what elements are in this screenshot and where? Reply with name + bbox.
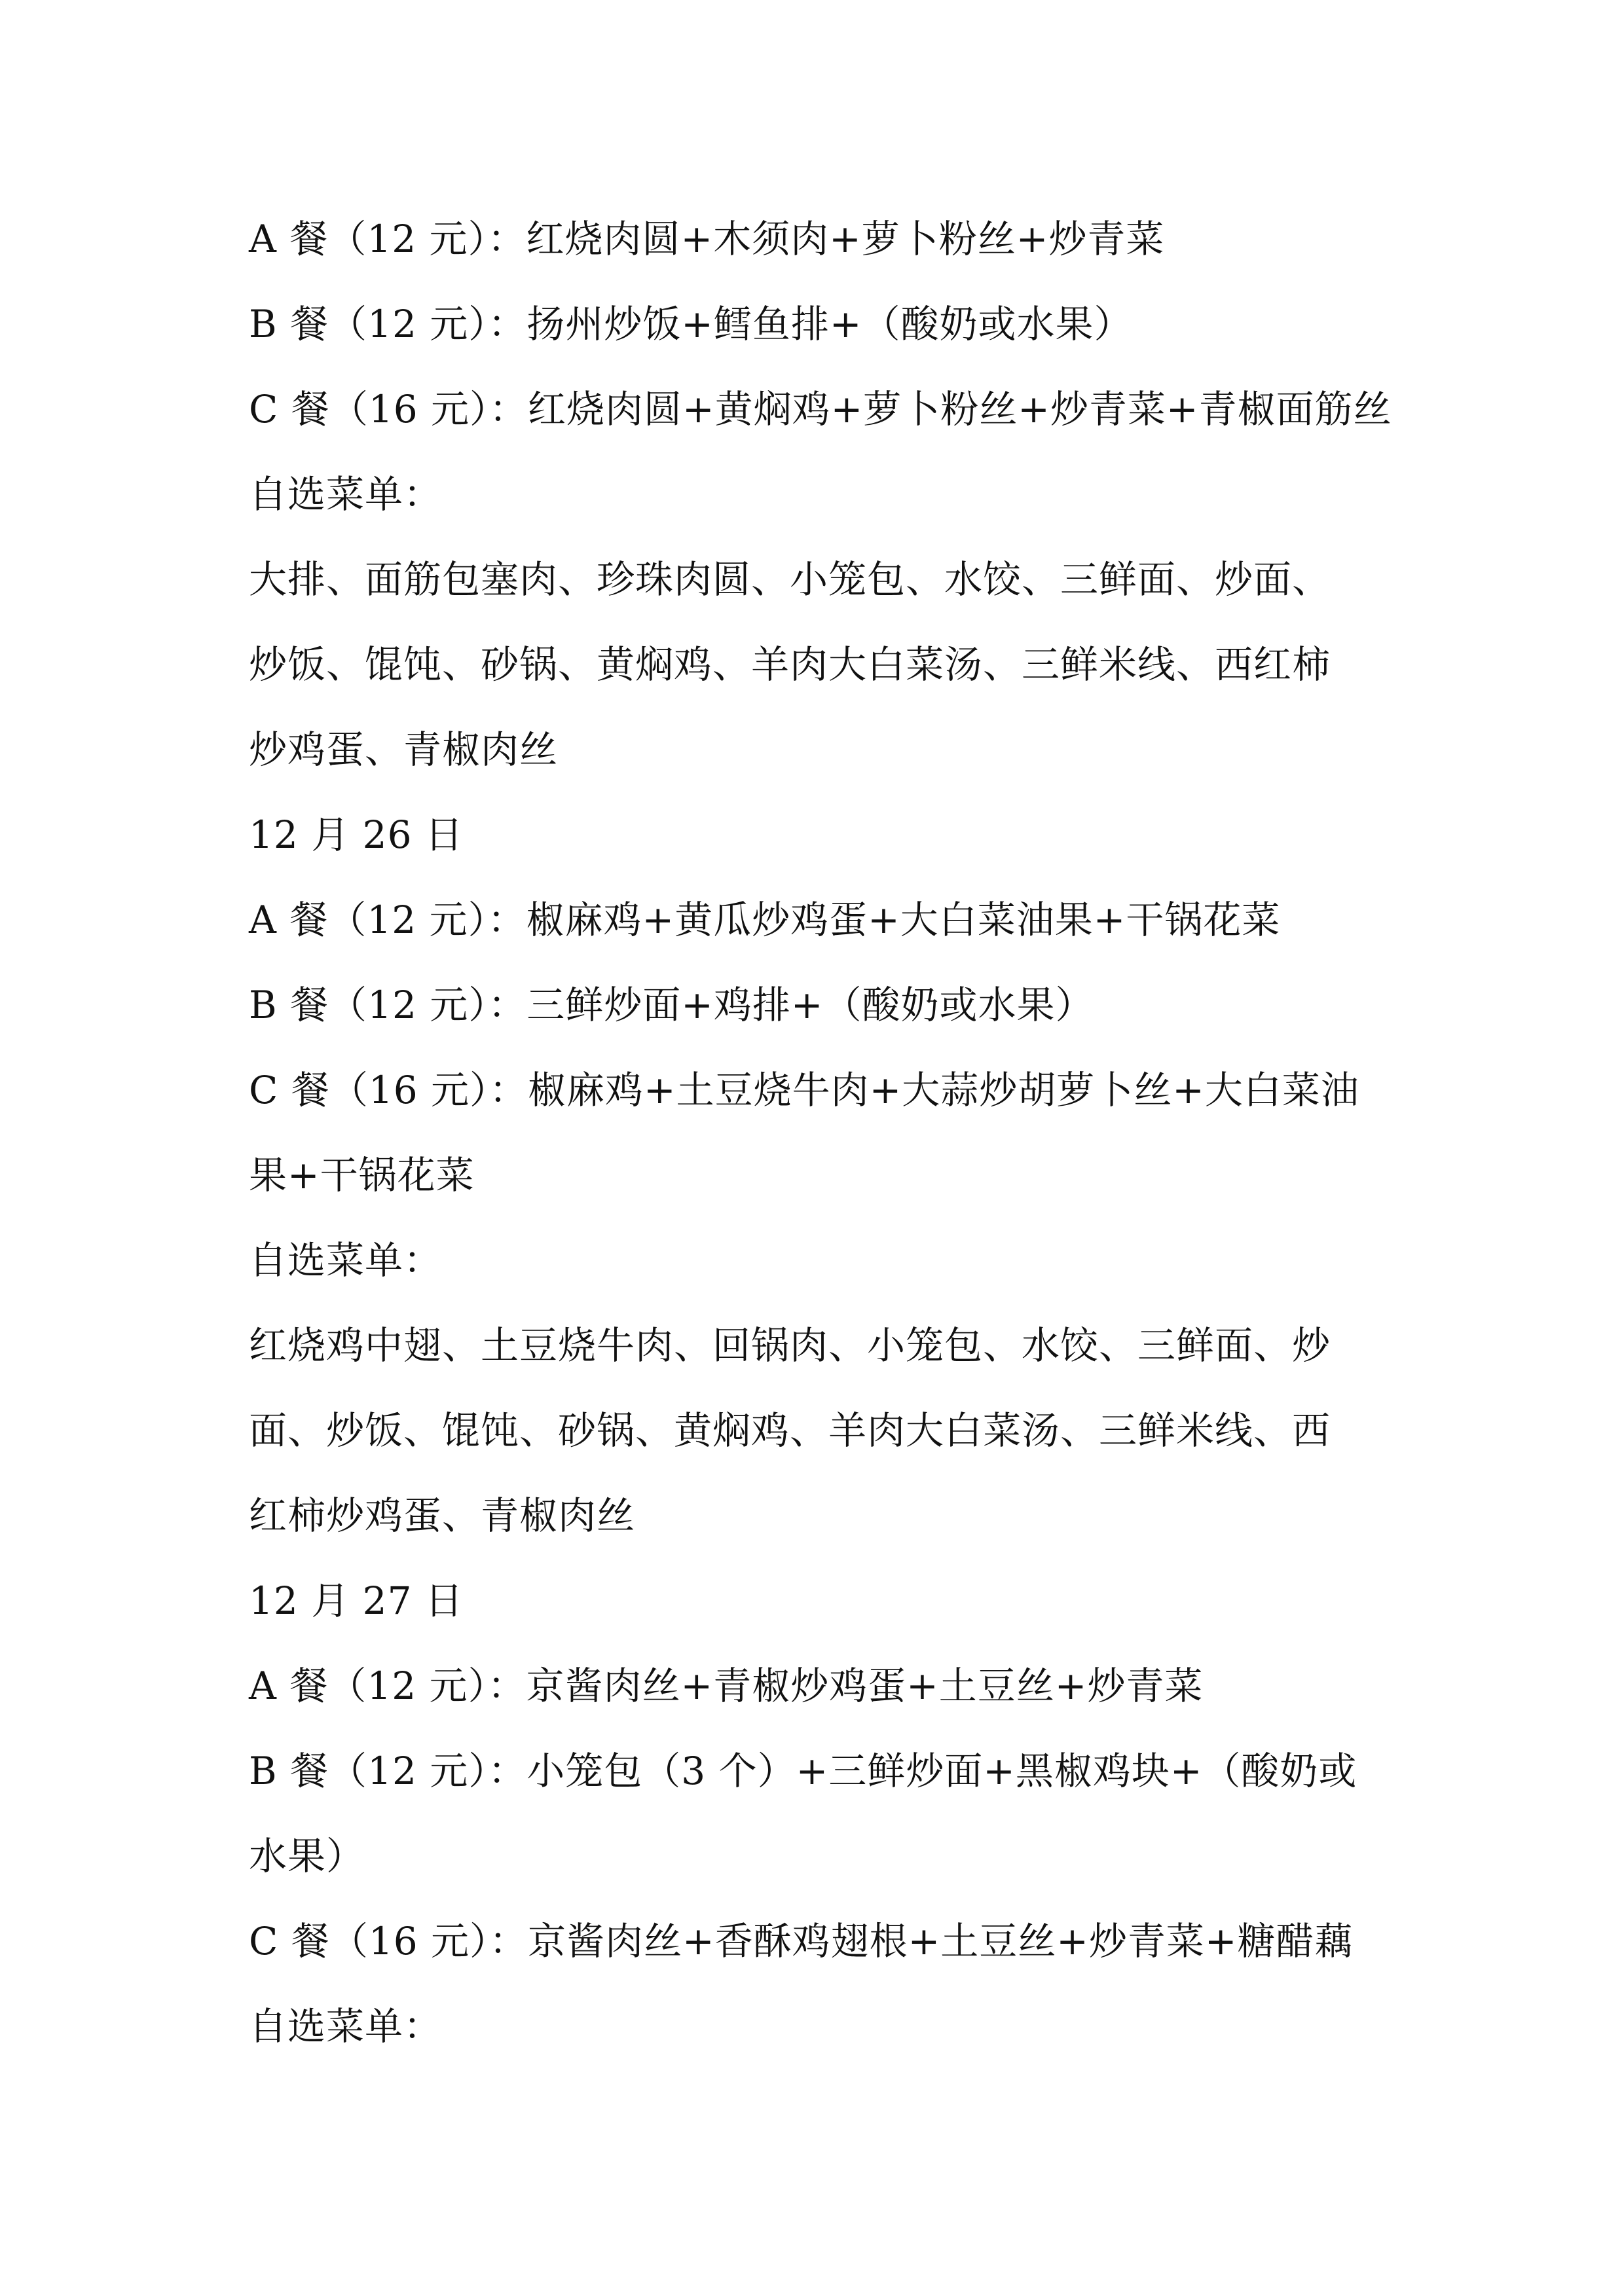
optional-menu-heading: 自选菜单： bbox=[249, 472, 443, 517]
date-heading: 12 月 27 日 bbox=[249, 1578, 464, 1623]
menu-b-line: B 餐（12 元）：扬州炒饭+鳕鱼排+（酸奶或水果） bbox=[249, 302, 1133, 346]
optional-menu-text: 炒鸡蛋、青椒肉丝 bbox=[249, 727, 559, 772]
menu-c-line: C 餐（16 元）：京酱肉丝+香酥鸡翅根+土豆丝+炒青菜+糖醋藕 bbox=[249, 1919, 1354, 1963]
optional-menu-text: 面、炒饭、馄饨、砂锅、黄焖鸡、羊肉大白菜汤、三鲜米线、西 bbox=[249, 1408, 1331, 1453]
menu-b-line-continued: 水果） bbox=[249, 1834, 365, 1878]
menu-content bbox=[249, 196, 1392, 2069]
menu-c-line: C 餐（16 元）：红烧肉圆+黄焖鸡+萝卜粉丝+炒青菜+青椒面筋丝 bbox=[249, 387, 1392, 431]
menu-b-line: B 餐（12 元）：三鲜炒面+鸡排+（酸奶或水果） bbox=[249, 983, 1094, 1027]
optional-menu-text: 大排、面筋包塞肉、珍珠肉圆、小笼包、水饺、三鲜面、炒面、 bbox=[249, 557, 1331, 602]
optional-menu-heading: 自选菜单： bbox=[249, 2004, 443, 2049]
date-heading: 12 月 26 日 bbox=[249, 812, 464, 857]
menu-c-line-continued: 果+干锅花菜 bbox=[249, 1153, 475, 1197]
menu-c-line: C 餐（16 元）：椒麻鸡+土豆烧牛肉+大蒜炒胡萝卜丝+大白菜油 bbox=[249, 1068, 1359, 1112]
menu-a-line: A 餐（12 元）：红烧肉圆+木须肉+萝卜粉丝+炒青菜 bbox=[249, 217, 1165, 261]
optional-menu-text: 红烧鸡中翅、土豆烧牛肉、回锅肉、小笼包、水饺、三鲜面、炒 bbox=[249, 1323, 1331, 1368]
menu-a-line: A 餐（12 元）：京酱肉丝+青椒炒鸡蛋+土豆丝+炒青菜 bbox=[249, 1664, 1204, 1708]
optional-menu-text: 炒饭、馄饨、砂锅、黄焖鸡、羊肉大白菜汤、三鲜米线、西红柿 bbox=[249, 642, 1331, 687]
menu-a-line: A 餐（12 元）：椒麻鸡+黄瓜炒鸡蛋+大白菜油果+干锅花菜 bbox=[249, 898, 1281, 942]
optional-menu-heading: 自选菜单： bbox=[249, 1238, 443, 1283]
optional-menu-text: 红柿炒鸡蛋、青椒肉丝 bbox=[249, 1493, 636, 1538]
menu-b-line: B 餐（12 元）：小笼包（3 个）+三鲜炒面+黑椒鸡块+（酸奶或 bbox=[249, 1749, 1357, 1793]
